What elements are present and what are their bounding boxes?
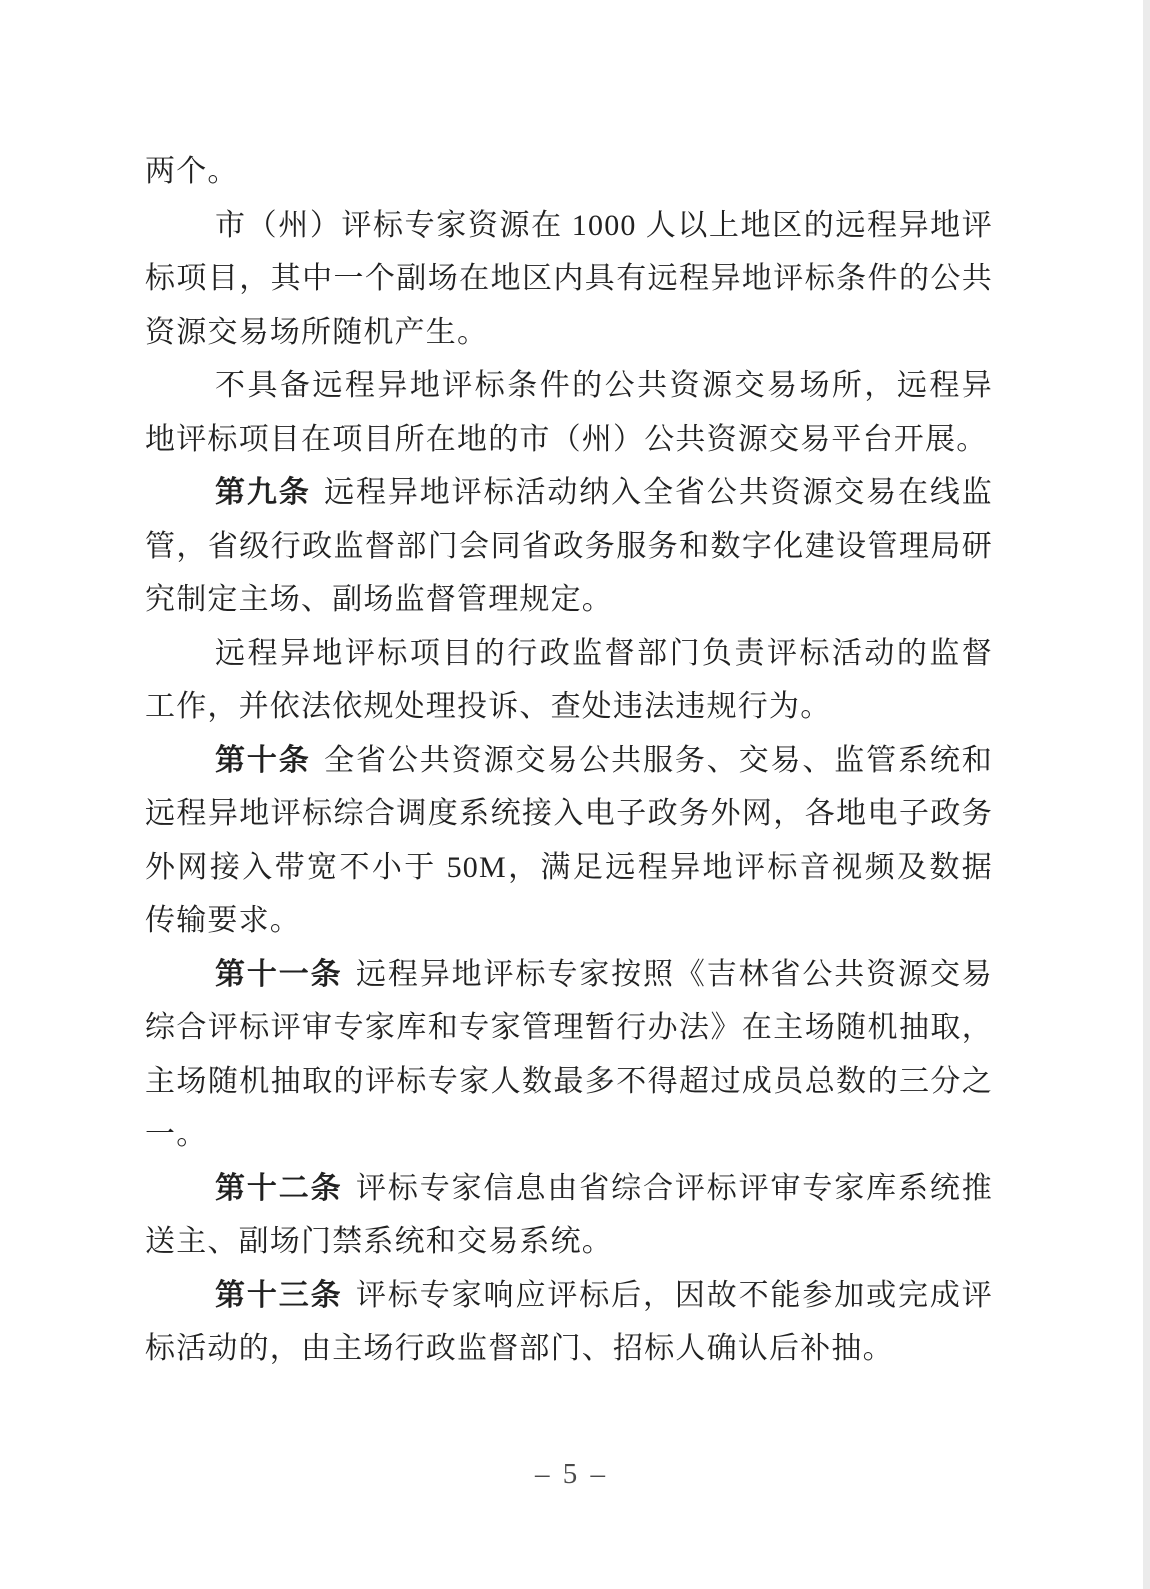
scan-edge-strip (1143, 0, 1150, 1589)
article-number: 第九条 (215, 476, 311, 509)
document-body (145, 145, 993, 1376)
page-number: – 5 – (535, 1458, 608, 1490)
article-number: 第十三条 (215, 1278, 343, 1312)
page-footer (0, 1458, 1143, 1491)
article-number: 第十一条 (215, 957, 343, 991)
paragraph-text: 评标专家信息由省综合评标评审专家库系统推送主、副场门禁系统和交易系统。 (145, 1171, 993, 1258)
paragraph (145, 145, 993, 199)
paragraph (145, 734, 993, 948)
paragraph-text: 全省公共资源交易公共服务、交易、监管系统和远程异地评标综合调度系统接入电子政务外网，各地电子政务外网接入带宽不小于 50M，满足远程异地评标音视频及数据传输要求。 (145, 743, 993, 937)
paragraph-text: 评标专家响应评标后，因故不能参加或完成评标活动的，由主场行政监督部门、招标人确认后补抽。 (145, 1278, 993, 1365)
article-number: 第十二条 (215, 1171, 343, 1205)
paragraph-text: 市（州）评标专家资源在 1000 人以上地区的远程异地评标项目，其中一个副场在地区内具有远程异地评标条件的公共资源交易场所随机产生。 (145, 208, 993, 349)
paragraph (145, 1269, 993, 1376)
paragraph (145, 1162, 993, 1269)
paragraph-text: 远程异地评标活动纳入全省公共资源交易在线监管，省级行政监督部门会同省政务服务和数字化建设管理局研究制定主场、副场监督管理规定。 (145, 476, 993, 616)
paragraph (145, 359, 993, 466)
paragraph (145, 466, 993, 627)
paragraph (145, 199, 993, 360)
paragraph (145, 948, 993, 1162)
paragraph (145, 627, 993, 734)
paragraph-text: 远程异地评标专家按照《吉林省公共资源交易综合评标评审专家库和专家管理暂行办法》在主场随机抽取，主场随机抽取的评标专家人数最多不得超过成员总数的三分之一。 (145, 957, 993, 1151)
paragraph-text: 远程异地评标项目的行政监督部门负责评标活动的监督工作，并依法依规处理投诉、查处违法违规行为。 (145, 636, 993, 723)
paragraph-text: 不具备远程异地评标条件的公共资源交易场所，远程异地评标项目在项目所在地的市（州）公共资源交易平台开展。 (145, 369, 993, 456)
article-number: 第十条 (215, 743, 311, 777)
paragraph-text: 两个。 (145, 155, 239, 188)
